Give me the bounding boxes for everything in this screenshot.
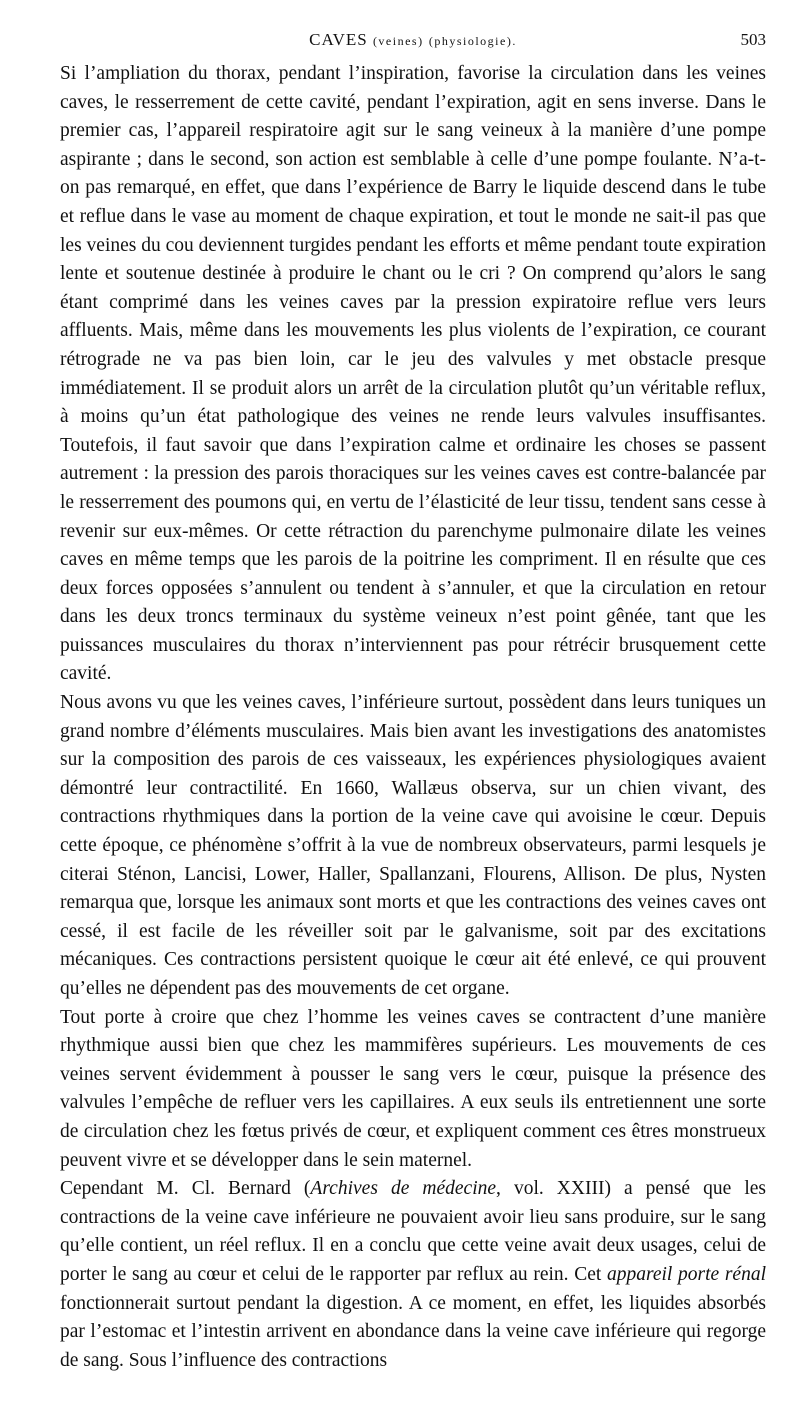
page-number: 503 xyxy=(740,30,766,49)
paragraph-2 xyxy=(60,689,766,1004)
document-page xyxy=(60,30,766,1375)
title-main: CAVES xyxy=(309,30,368,49)
paragraph-4-middle: , vol. XXIII) a pensé que les contractions de la veine cave inférieure ne pouvaient avoir lieu sans produire, sur le sang qu’elle contient, un réel reflux. Il en a conclu que cette veine avait deux usages, celui de porter le sang au cœur et celui de le rapporter par reflux au rein. Cet xyxy=(60,1178,766,1285)
paragraph-2-text: Nous avons vu que les veines caves, l’inférieure surtout, possèdent dans leurs tuniques un grand nombre d’éléments musculaires. Mais bien avant les investigations des anatomistes sur la composition des parois de ces vaisseaux, les expériences physiologiques avaient démontré leur contractilité. En 1660, Wallæus observa, sur un chien vivant, des contractions rhythmiques dans la portion de la veine cave qui avoisine le cœur. Depuis cette époque, ce phénomène s’offrit à la vue de nombreux observateurs, parmi lesquels je citerai Sténon, Lancisi, Lower, Haller, Spallanzani, Flourens, Allison. De plus, Nysten remarqua que, lorsque les animaux sont morts et que les contractions des veines caves ont cessé, il est facile de les réveiller soit par le galvanisme, soit par des excitations mécaniques. Ces contractions persistent quoique le cœur ait été enlevé, ce qui prouvent qu’elles ne dépendent pas des mouvements de cet organe. xyxy=(60,692,766,999)
paragraph-3 xyxy=(60,1004,766,1176)
paragraph-4-after: fonctionnerait surtout pendant la digestion. A ce moment, en effet, les liquides absorbés par l’estomac et l’intestin arrivent en abondance dans la veine cave inférieure qui regorge de sang. Sous l’influence des contractions xyxy=(60,1292,766,1371)
paragraph-4 xyxy=(60,1175,766,1375)
paragraph-3-text: Tout porte à croire que chez l’homme les veines caves se contractent d’une manière rhythmique aussi bien que chez les mammifères supérieurs. Les mouvements de ces veines servent évidemment à pousser le sang vers le cœur, puisque la présence des valvules l’empêche de refluer vers les capillaires. A eux seuls ils entretiennent une sorte de circulation chez les fœtus privés de cœur, et expliquent comment ces êtres monstrueux peuvent vivre et se développer dans le sein maternel. xyxy=(60,1006,766,1171)
running-title xyxy=(309,30,517,50)
paragraph-4-before: Cependant M. Cl. Bernard ( xyxy=(60,1178,311,1200)
citation-archives-de-medecine: Archives de médecine xyxy=(310,1178,497,1200)
title-physiologie: (physiologie). xyxy=(428,34,517,48)
running-header xyxy=(60,30,766,52)
term-appareil-porte-renal: appareil porte rénal xyxy=(606,1263,766,1285)
paragraph-1 xyxy=(60,60,766,689)
title-veines: (veines) xyxy=(372,34,424,48)
paragraph-1-text: Si l’ampliation du thorax, pendant l’inspiration, favorise la circulation dans les veines caves, le resserrement de cette cavité, pendant l’expiration, agit en sens inverse. Dans le premier cas, l’appareil respiratoire agit sur le sang veineux à la manière d’une pompe aspirante ; dans le second, son action est semblable à celle d’une pompe foulante. N’a-t-on pas remarqué, en effet, que dans l’expérience de Barry le liquide descend dans le tube et reflue dans le vase au moment de chaque expiration, et tout le monde ne sait-il pas que les veines du cou deviennent turgides pendant les efforts et même pendant toute expiration lente et soutenue destinée à produire le chant ou le cri ? On comprend qu’alors le sang étant comprimé dans les veines caves par la pression expiratoire reflue vers leurs affluents. Mais, même dans les mouvements les plus violents de l’expiration, ce courant rétrograde ne va pas bien loin, car le jeu des valvules y met obstacle presque immédiatement. Il se produit alors un arrêt de la circulation plutôt qu’un véritable reflux, à moins qu’un état pathologique des veines ne rende leurs valvules insuffisantes. Toutefois, il faut savoir que dans l’expiration calme et ordinaire les choses se passent autrement : la pression des parois thoraciques sur les veines caves est contre-balancée par le resserrement des poumons qui, en vertu de l’élasticité de leur tissu, tendent sans cesse à revenir sur eux-mêmes. Or cette rétraction du parenchyme pulmonaire dilate les veines caves en même temps que les parois de la poitrine les compriment. Il en résulte que ces deux forces opposées s’annulent ou tendent à s’annuler, et que la circulation en retour dans les deux troncs terminaux du système veineux n’est point gênée, tant que les puissances musculaires du thorax n’interviennent pas pour rétrécir brusquement cette cavité. xyxy=(60,63,766,685)
